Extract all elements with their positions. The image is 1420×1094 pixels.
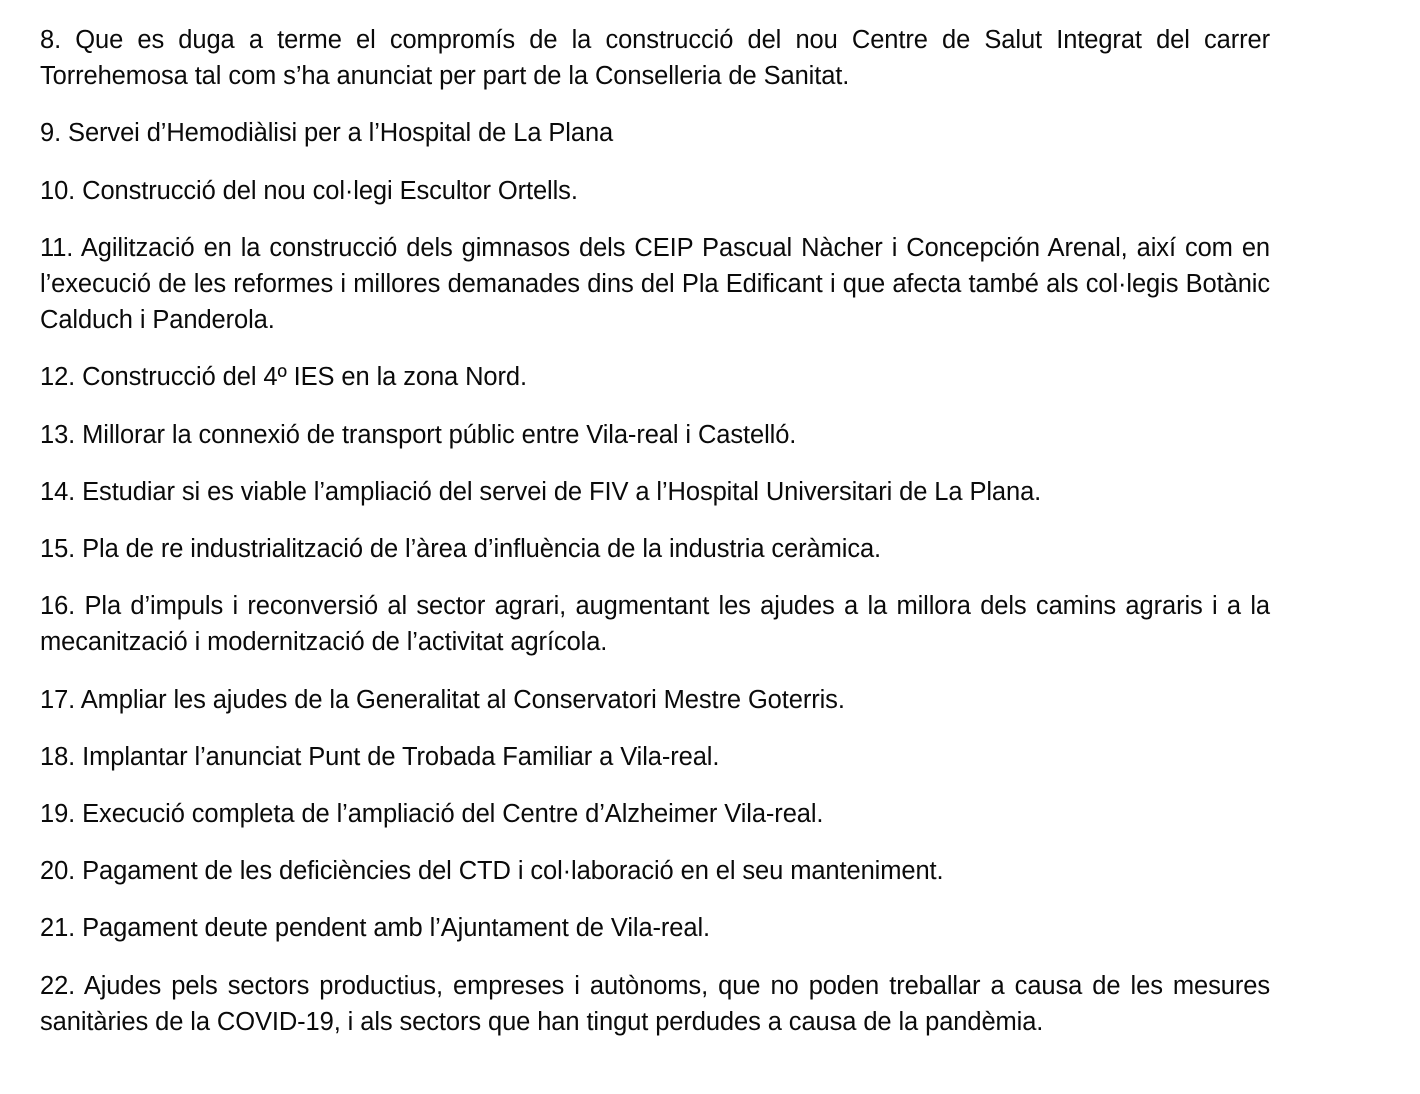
list-item: 17. Ampliar les ajudes de la Generalitat al Conservatori Mestre Goterris. [40,685,845,714]
list-item: 14. Estudiar si es viable l’ampliació del servei de FIV a l’Hospital Universitari de La Plana. [40,477,1042,506]
document-body [40,22,1270,1040]
list-item: 9. Servei d’Hemodiàlisi per a l’Hospital de La Plana [40,119,614,148]
list-item: 11. Agilització en la construcció dels gimnasos dels CEIP Pascual Nàcher i Concepción Arenal, així com en l’execució de les reformes i millores demanades dins del Pla Edificant i que afecta també als col·legis Botànic Calduch i Panderola. [40,233,1270,335]
list-item: 18. Implantar l’anunciat Punt de Trobada Familiar a Vila-real. [40,742,720,771]
list-item: 21. Pagament deute pendent amb l’Ajuntament de Vila-real. [40,914,711,943]
list-item: 15. Pla de re industrialització de l’àrea d’influència de la industria ceràmica. [40,535,882,564]
list-item: 12. Construcció del 4º IES en la zona Nord. [40,363,527,392]
list-item: 10. Construcció del nou col·legi Escultor Ortells. [40,176,578,205]
list-item: 13. Millorar la connexió de transport públic entre Vila-real i Castelló. [40,420,797,449]
list-item: 16. Pla d’impuls i reconversió al sector agrari, augmentant les ajudes a la millora dels camins agraris i a la mecanització i modernització de l’activitat agrícola. [40,592,1270,657]
list-item: 19. Execució completa de l’ampliació del Centre d’Alzheimer Vila-real. [40,800,824,829]
list-item: 8. Que es duga a terme el compromís de la construcció del nou Centre de Salut Integrat del carrer Torrehemosa tal com s’ha anunciat per part de la Conselleria de Sanitat. [40,26,1270,91]
list-item: 20. Pagament de les deficiències del CTD i col·laboració en el seu manteniment. [40,857,944,886]
list-item: 22. Ajudes pels sectors productius, empreses i autònoms, que no poden treballar a causa de les mesures sanitàries de la COVID-19, i als sectors que han tingut perdudes a causa de la pandèmia. [40,971,1270,1036]
